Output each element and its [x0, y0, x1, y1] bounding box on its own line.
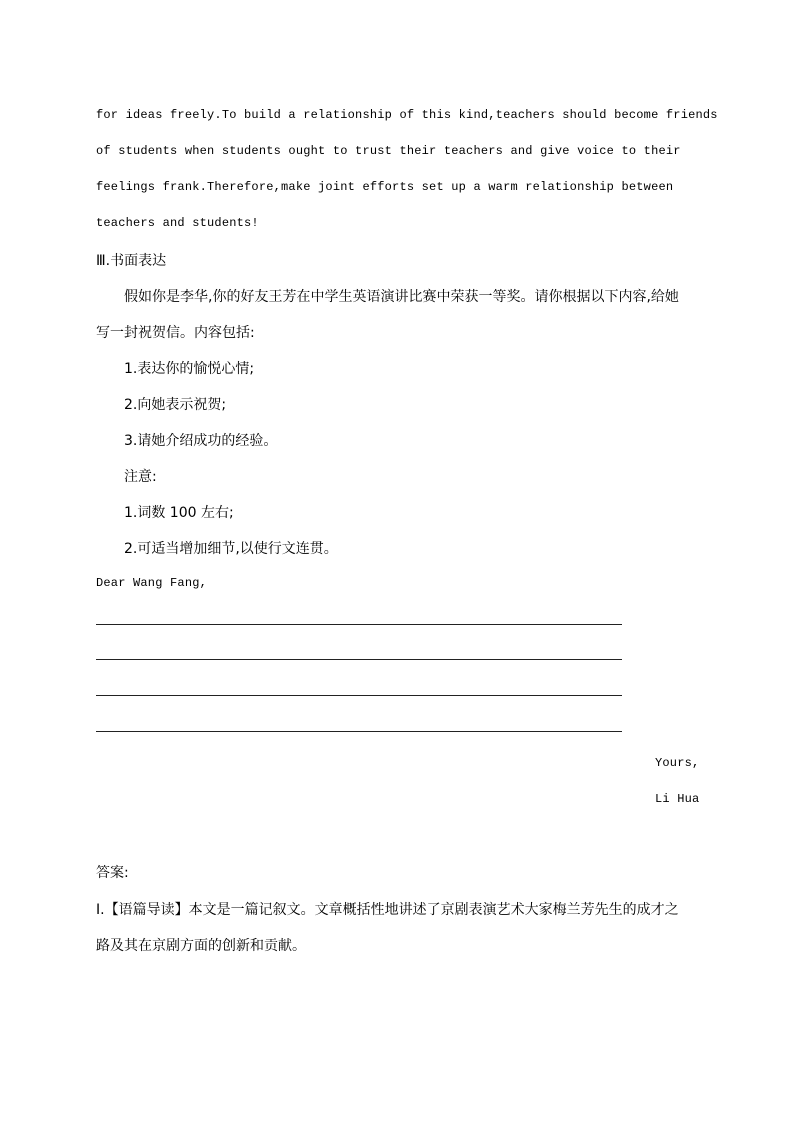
- section-heading: Ⅲ.书面表达: [96, 253, 167, 269]
- note-item: 2.可适当增加细节,以使行文连贯。: [124, 541, 338, 557]
- content-item: 3.请她介绍成功的经验。: [124, 433, 278, 449]
- content-item: 2.向她表示祝贺;: [124, 397, 227, 413]
- answers-label: 答案:: [96, 865, 129, 881]
- note-item: 1.词数 100 左右;: [124, 505, 234, 521]
- passage-line-2: of students when students ought to trust their teachers and give voice to their: [96, 144, 681, 158]
- prompt-line-1: 假如你是李华,你的好友王芳在中学生英语演讲比赛中荣获一等奖。请你根据以下内容,给她: [124, 289, 679, 305]
- note-label: 注意:: [124, 469, 157, 485]
- writing-line: [96, 731, 622, 732]
- passage-line-1: for ideas freely.To build a relationship of this kind,teachers should become friends: [96, 108, 718, 122]
- letter-signature: Li Hua: [655, 792, 700, 806]
- writing-line: [96, 695, 622, 696]
- writing-line: [96, 624, 622, 625]
- passage-line-3: feelings frank.Therefore,make joint efforts set up a warm relationship between: [96, 180, 674, 194]
- answer-line-1: Ⅰ.【语篇导读】本文是一篇记叙文。文章概括性地讲述了京剧表演艺术大家梅兰芳先生的成才之: [96, 902, 679, 918]
- writing-line: [96, 659, 622, 660]
- prompt-line-2: 写一封祝贺信。内容包括:: [96, 325, 255, 341]
- passage-line-4: teachers and students!: [96, 216, 259, 230]
- letter-greeting: Dear Wang Fang,: [96, 576, 208, 590]
- answer-line-2: 路及其在京剧方面的创新和贡献。: [96, 938, 306, 954]
- content-item: 1.表达你的愉悦心情;: [124, 361, 255, 377]
- letter-closing: Yours,: [655, 756, 700, 770]
